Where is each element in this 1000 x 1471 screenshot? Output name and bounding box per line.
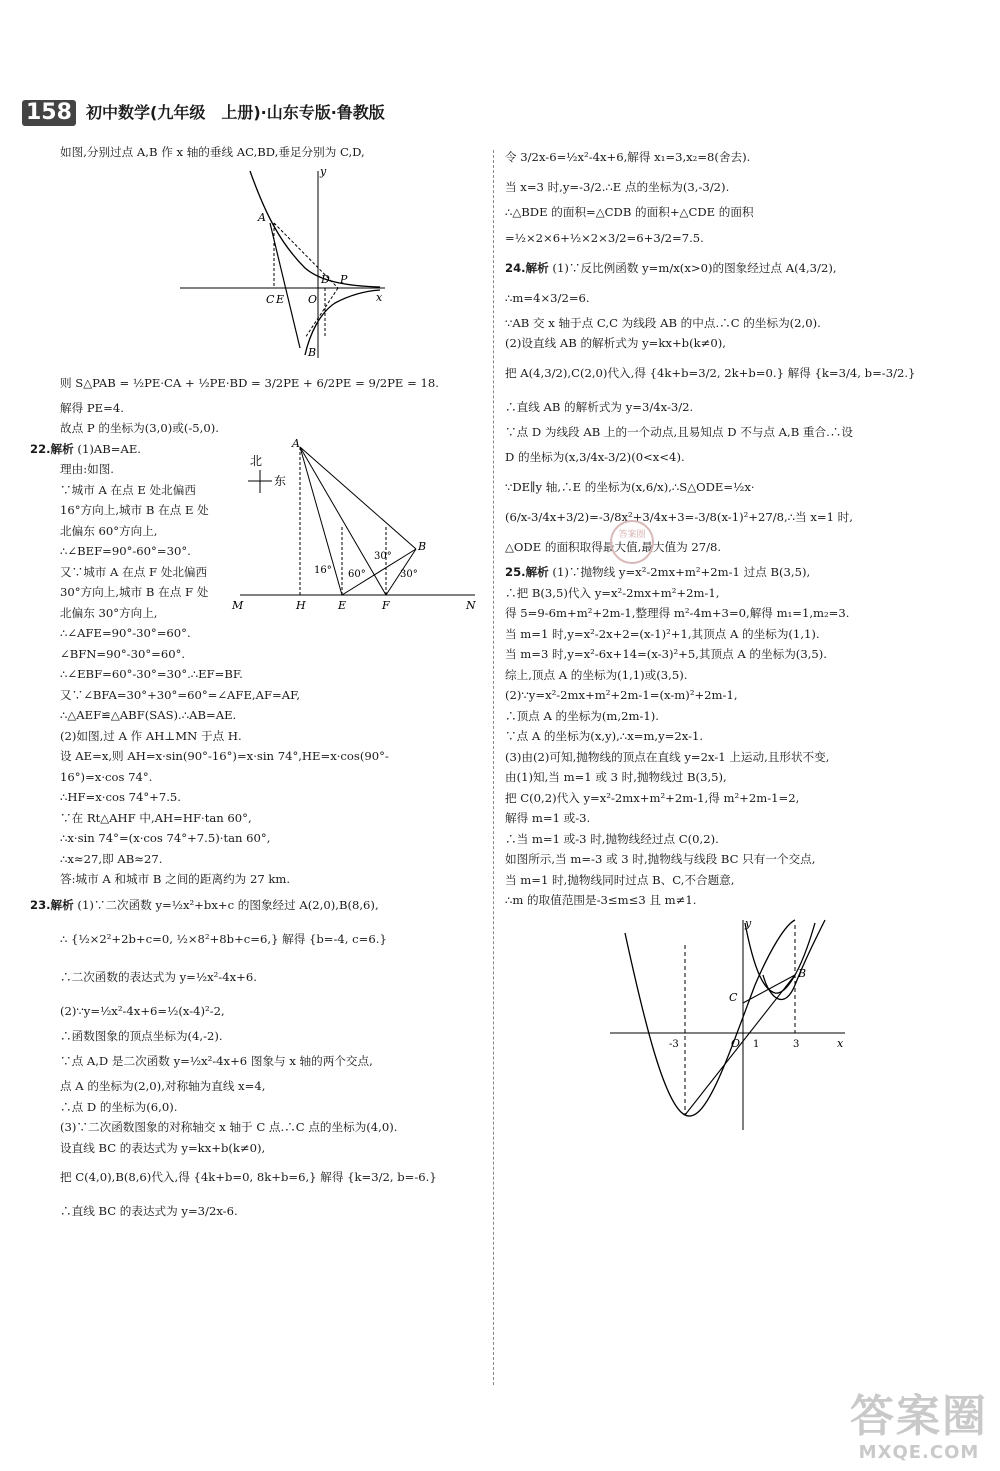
- text-line: 把 C(4,0),B(8,6)代入,得 {4k+b=0, 8k+b=6,} 解得 {k=3/2, b=-6.}: [60, 1170, 437, 1184]
- fig2-label-east: 东: [274, 474, 287, 488]
- problem-number: 23.解析: [30, 897, 74, 912]
- text-line: 30°方向上,城市 B 在点 F 处: [60, 585, 209, 599]
- fig1-label-E: E: [276, 292, 285, 306]
- fig3-label-O: O: [731, 1036, 741, 1050]
- text-line: 令 3/2x-6=½x²-4x+6,解得 x₁=3,x₂=8(舍去).: [505, 150, 751, 164]
- text-line: D 的坐标为(x,3/4x-3/2)(0<x<4).: [505, 450, 685, 464]
- text-line: 当 m=3 时,y=x²-6x+14=(x-3)²+5,其顶点 A 的坐标为(3,5).: [505, 647, 827, 661]
- text-line: 16°)=x·cos 74°.: [60, 769, 153, 784]
- text-line: ∴∠EBF=60°-30°=30°.∴EF=BF.: [60, 667, 243, 681]
- watermark-title: 答案圈: [850, 1391, 988, 1442]
- problem-24-header: [505, 253, 950, 283]
- text-line: 解得 m=1 或-3.: [505, 811, 591, 825]
- text-line: 把 C(0,2)代入 y=x²-2mx+m²+2m-1,得 m²+2m-1=2,: [505, 790, 800, 805]
- fig2-label-F: F: [382, 599, 390, 612]
- fig2-label-north: 北: [250, 454, 263, 468]
- stamp: 答案圈: [610, 520, 654, 564]
- text-line: (1)AB=AE.: [77, 441, 141, 456]
- fig3-label-B: B: [798, 966, 807, 980]
- fig1-label-y: y: [320, 164, 327, 178]
- text-line: ∴顶点 A 的坐标为(m,2m-1).: [505, 708, 659, 723]
- text-line: ∴△AEF≌△ABF(SAS).∴AB=AE.: [60, 708, 237, 722]
- fig2-label-60: 60°: [348, 569, 366, 580]
- figure-hyperbola: [170, 163, 390, 368]
- fig1-label-C: C: [266, 292, 275, 306]
- text-line: 把 A(4,3/2),C(2,0)代入,得 {4k+b=3/2, 2k+b=0.} 解得 {k=3/4, b=-3/2.}: [505, 365, 916, 380]
- text-line: 又∵∠BFA=30°+30°=60°=∠AFE,AF=AF,: [60, 687, 301, 702]
- text-line: (2)如图,过 A 作 AH⊥MN 于点 H.: [60, 728, 242, 743]
- text-line: ∠BFN=90°-30°=60°.: [60, 646, 186, 661]
- text-line: 解得 PE=4.: [60, 400, 124, 415]
- text-line: ∴把 B(3,5)代入 y=x²-2mx+m²+2m-1,: [505, 585, 720, 600]
- watermark: [850, 1392, 988, 1463]
- fig1-label-P: P: [340, 272, 348, 286]
- text-line: 当 x=3 时,y=-3/2.∴E 点的坐标为(3,-3/2).: [505, 180, 730, 194]
- fig2-label-N: N: [466, 599, 476, 612]
- text-line: =½×2×6+½×2×3/2=6+3/2=7.5.: [505, 230, 704, 245]
- text-line: ∵点 D 为线段 AB 上的一个动点,且易知点 D 不与点 A,B 重合.∴设: [505, 424, 853, 439]
- text-line: 故点 P 的坐标为(3,0)或(-5,0).: [60, 421, 219, 435]
- text-line: 点 A 的坐标为(2,0),对称轴为直线 x=4,: [60, 1079, 266, 1093]
- fig3-label-1: 1: [753, 1038, 760, 1050]
- column-divider: [493, 150, 494, 1385]
- text-line: (1)∵二次函数 y=½x²+bx+c 的图象经过 A(2,0),B(8,6),: [77, 897, 379, 912]
- text-line: ∵城市 A 在点 E 处北偏西: [60, 482, 196, 497]
- text-line: ∵在 Rt△AHF 中,AH=HF·tan 60°,: [60, 810, 252, 825]
- text-line: ∴x≈27,即 AB≈27.: [60, 851, 163, 866]
- text-line: (3)∵二次函数图象的对称轴交 x 轴于 C 点.∴C 点的坐标为(4,0).: [60, 1120, 398, 1134]
- text-line: ∴当 m=1 或-3 时,抛物线经过点 C(0,2).: [505, 831, 719, 846]
- text-line: ∴直线 BC 的表达式为 y=3/2x-6.: [60, 1204, 238, 1218]
- figure-parabolas: [605, 915, 855, 1140]
- text-line: ∴x·sin 74°=(x·cos 74°+7.5)·tan 60°,: [60, 831, 271, 845]
- text-line: (3)由(2)可知,抛物线的顶点在直线 y=2x-1 上运动,且形状不变,: [505, 749, 830, 764]
- text-line: 16°方向上,城市 B 在点 E 处: [60, 503, 209, 517]
- left-column: [30, 142, 480, 1226]
- fig3-label-x: x: [837, 1036, 844, 1050]
- fig2-label-M: M: [232, 599, 244, 612]
- fig3-label-3: 3: [793, 1038, 800, 1050]
- text-line: 如图,分别过点 A,B 作 x 轴的垂线 AC,BD,垂足分别为 C,D,: [60, 145, 365, 159]
- fig2-label-E: E: [338, 599, 347, 612]
- fig1-label-A: A: [258, 210, 266, 224]
- text-line: 则 S△PAB = ½PE·CA + ½PE·BD = 3/2PE + 6/2PE = 9/2PE = 18.: [60, 375, 439, 390]
- fig1-label-O: O: [308, 292, 318, 306]
- text-line: ∴HF=x·cos 74°+7.5.: [60, 790, 181, 804]
- text-line: △ODE 的面积取得最大值,最大值为 27/8.: [505, 540, 722, 554]
- text-line: ∴ {½×2²+2b+c=0, ½×8²+8b+c=6,} 解得 {b=-4, c=6.}: [60, 931, 387, 946]
- text-line: ∵AB 交 x 轴于点 C,C 为线段 AB 的中点.∴C 的坐标为(2,0).: [505, 315, 821, 330]
- text-line: ∴∠AFE=90°-30°=60°.: [60, 626, 191, 640]
- text-line: 得 5=9-6m+m²+2m-1,整理得 m²-4m+3=0,解得 m₁=1,m₂=3.: [505, 606, 850, 620]
- text-line: (1)∵反比例函数 y=m/x(x>0)的图象经过点 A(4,3/2),: [552, 260, 837, 275]
- right-column: [505, 142, 950, 1140]
- text-line: 设直线 BC 的表达式为 y=kx+b(k≠0),: [60, 1140, 266, 1155]
- text-line: 答:城市 A 和城市 B 之间的距离约为 27 km.: [60, 872, 291, 886]
- text-line: 综上,顶点 A 的坐标为(1,1)或(3,5).: [505, 667, 688, 682]
- fig3-label-C: C: [729, 990, 738, 1004]
- book-title: 初中数学(九年级 上册)·山东专版·鲁教版: [86, 103, 385, 122]
- text-line: ∴二次函数的表达式为 y=½x²-4x+6.: [60, 969, 257, 984]
- text-line: ∵点 A 的坐标为(x,y),∴x=m,y=2x-1.: [505, 729, 704, 743]
- text-line: 设 AE=x,则 AH=x·sin(90°-16°)=x·sin 74°,HE=x·cos(90°-: [60, 749, 389, 763]
- text-line: (2)∵y=x²-2mx+m²+2m-1=(x-m)²+2m-1,: [505, 688, 738, 702]
- text-line: 又∵城市 A 在点 F 处北偏西: [60, 564, 208, 579]
- fig2-label-H: H: [296, 599, 306, 612]
- text-line: ∴△BDE 的面积=△CDB 的面积+△CDE 的面积: [505, 205, 754, 219]
- text-line: (6/x-3/4x+3/2)=-3/8x²+3/4x+3=-3/8(x-1)²+27/8,∴当 x=1 时,: [505, 510, 853, 524]
- text-line: ∵点 A,D 是二次函数 y=½x²-4x+6 图象与 x 轴的两个交点,: [60, 1054, 373, 1068]
- page-header: [22, 100, 502, 130]
- text-line: ∵DE∥y 轴,∴E 的坐标为(x,6/x),∴S△ODE=½x·: [505, 480, 755, 494]
- problem-25-header: [505, 562, 950, 583]
- text-line: ∴点 D 的坐标为(6,0).: [60, 1099, 178, 1114]
- text-line: 当 m=1 时,抛物线同时过点 B、C,不合题意,: [505, 872, 735, 887]
- text-line: (2)∵y=½x²-4x+6=½(x-4)²-2,: [60, 1003, 225, 1018]
- text-line: 当 m=1 时,y=x²-2x+2=(x-1)²+1,其顶点 A 的坐标为(1,1).: [505, 626, 820, 641]
- text-line: 北偏东 30°方向上,: [60, 605, 158, 620]
- fig3-label-neg3: -3: [669, 1038, 679, 1050]
- fig2-label-30b: 30°: [400, 569, 418, 580]
- text-line: ∴∠BEF=90°-60°=30°.: [60, 544, 191, 558]
- text-line: (2)设直线 AB 的解析式为 y=kx+b(k≠0),: [505, 336, 726, 350]
- fig2-label-A: A: [292, 437, 300, 450]
- figure-bearing: [230, 437, 480, 617]
- text-line: ∴m 的取值范围是-3≤m≤3 且 m≠1.: [505, 893, 697, 907]
- fig3-label-y: y: [745, 916, 752, 930]
- problem-number: 22.解析: [30, 441, 74, 456]
- text-line: 理由:如图.: [60, 462, 114, 476]
- fig1-label-x: x: [376, 290, 383, 304]
- fig1-label-D: D: [321, 272, 330, 286]
- text-line: 由(1)知,当 m=1 或 3 时,抛物线过 B(3,5),: [505, 770, 727, 784]
- problem-number: 25.解析: [505, 565, 549, 579]
- fig1-label-B: B: [308, 345, 317, 359]
- problem-number: 24.解析: [505, 260, 549, 275]
- text-line: 如图所示,当 m=-3 或 3 时,抛物线与线段 BC 只有一个交点,: [505, 852, 816, 866]
- watermark-url: MXQE.COM: [858, 1442, 980, 1463]
- text-line: ∴m=4×3/2=6.: [505, 290, 590, 305]
- text-line: ∴直线 AB 的解析式为 y=3/4x-3/2.: [505, 399, 694, 414]
- page-number: 158: [22, 100, 76, 126]
- text-line: ∴函数图象的顶点坐标为(4,-2).: [60, 1028, 223, 1043]
- fig2-label-16: 16°: [314, 565, 332, 576]
- fig2-label-B: B: [418, 540, 427, 553]
- text-line: 北偏东 60°方向上,: [60, 523, 158, 538]
- text-line: (1)∵抛物线 y=x²-2mx+m²+2m-1 过点 B(3,5),: [552, 565, 811, 579]
- problem-23-header: [30, 890, 480, 920]
- fig2-label-30a: 30°: [374, 551, 392, 562]
